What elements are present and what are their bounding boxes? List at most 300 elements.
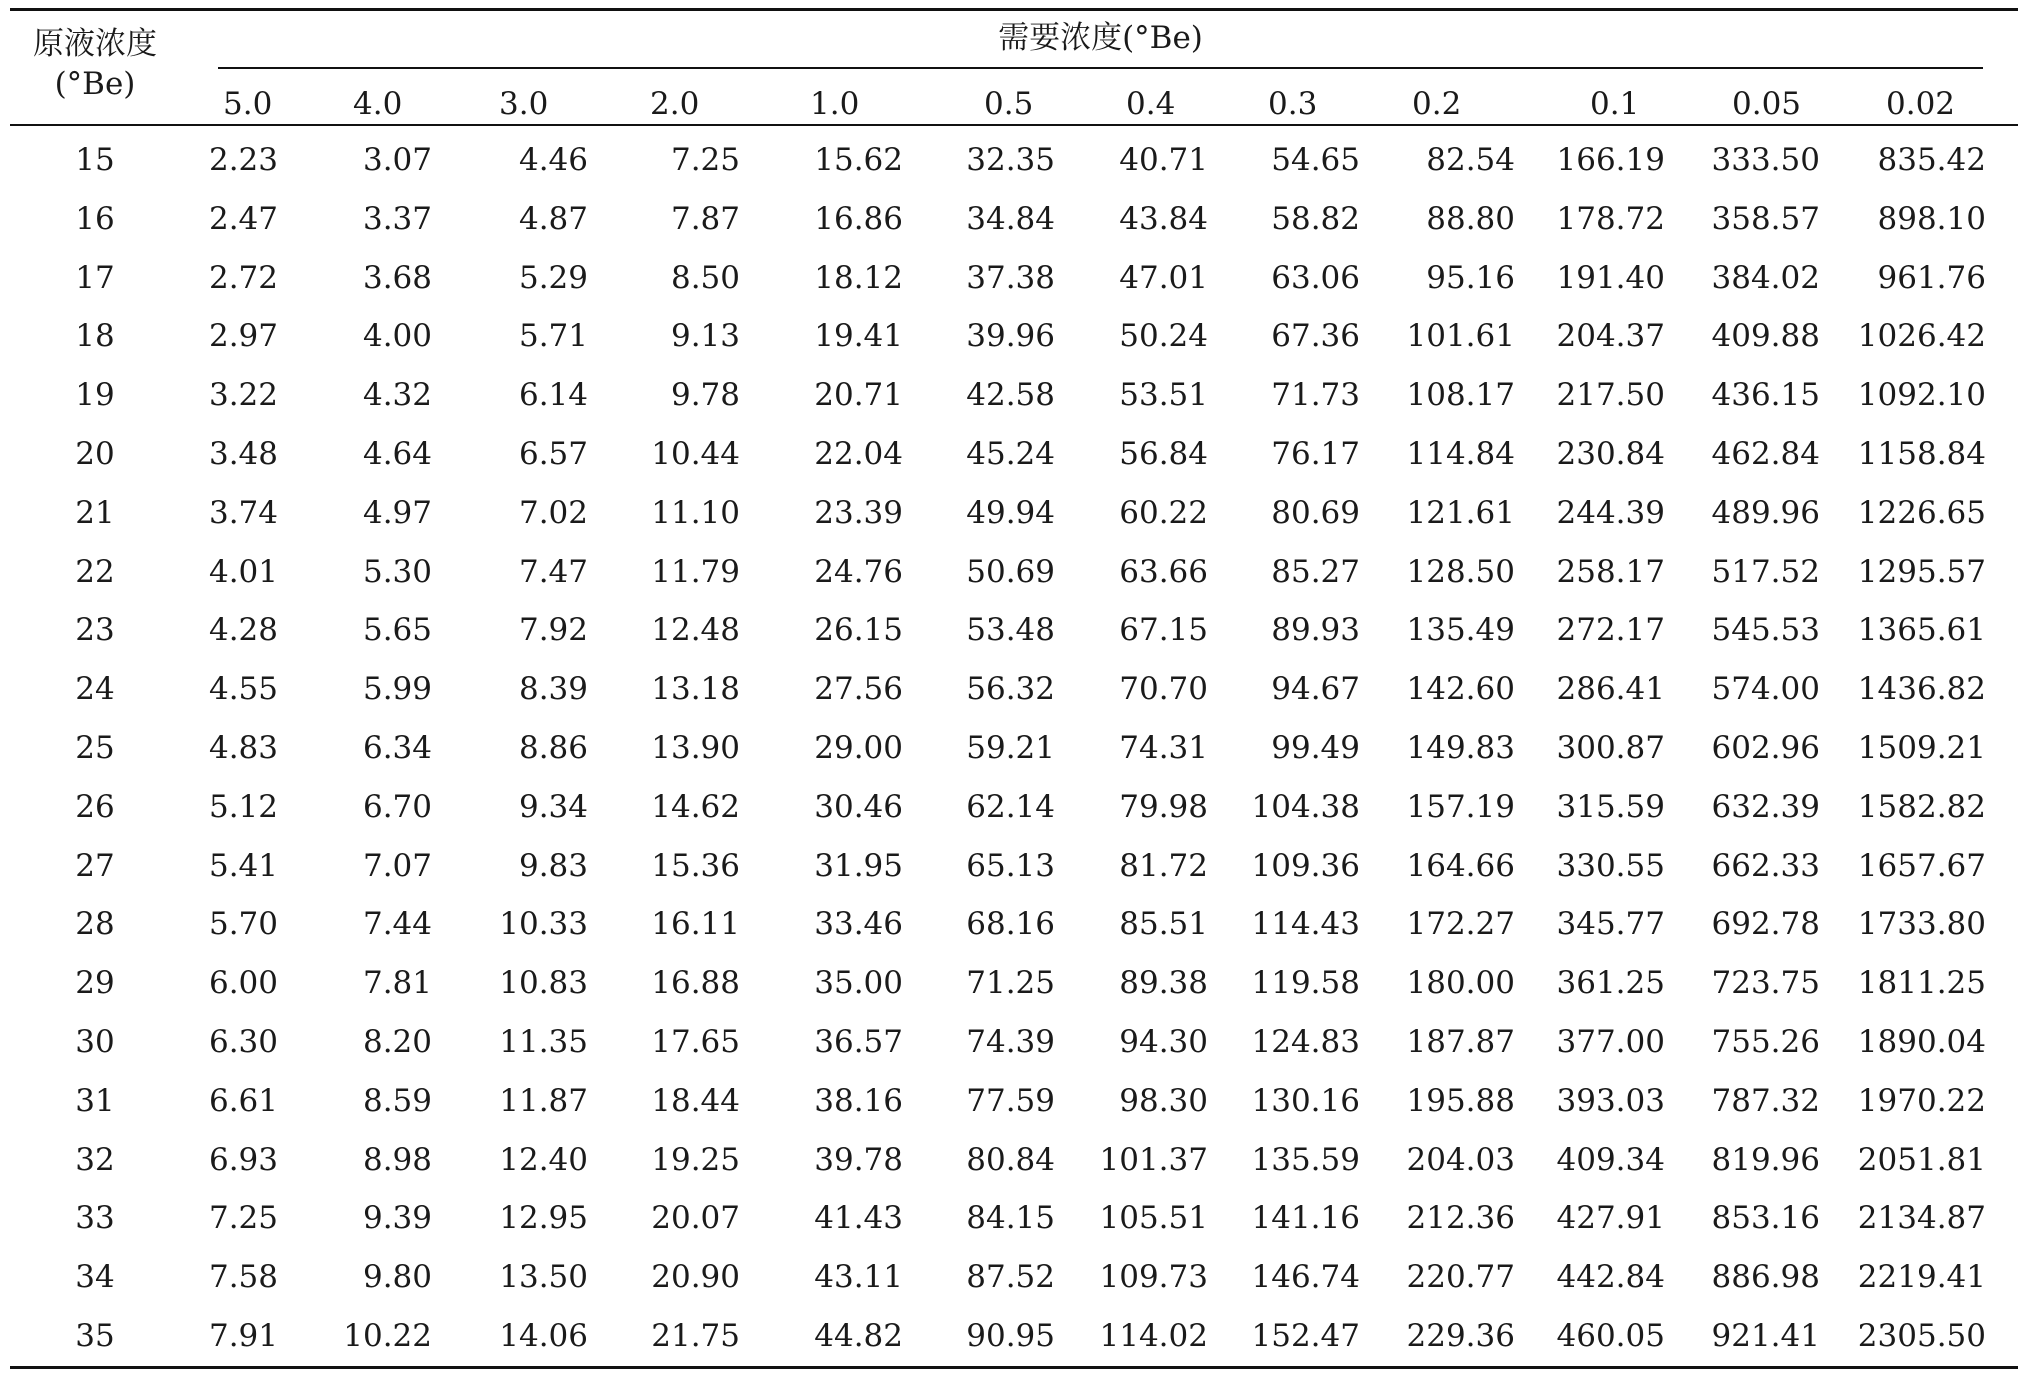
table-cell: 63.06 (1271, 259, 1360, 296)
table-cell: 517.52 (1711, 553, 1820, 590)
table-cell: 3.37 (362, 200, 432, 237)
table-cell: 114.02 (1099, 1318, 1208, 1354)
table-cell: 114.43 (1251, 906, 1360, 943)
table-cell: 3.74 (208, 494, 278, 531)
table-cell: 178.72 (1556, 200, 1665, 237)
table-cell: 10.33 (499, 906, 588, 943)
table-cell: 45.24 (966, 436, 1055, 472)
table-cell: 7.81 (362, 965, 432, 1002)
table-cell: 67.15 (1119, 612, 1208, 649)
column-header: 5.0 (223, 86, 273, 122)
table-cell: 2.47 (208, 200, 278, 237)
table-cell: 105.51 (1099, 1200, 1208, 1237)
table-cell: 76.17 (1271, 436, 1360, 472)
table-cell: 180.00 (1406, 965, 1515, 1002)
table-cell: 2305.50 (1857, 1318, 1986, 1354)
table-cell: 135.49 (1406, 612, 1515, 649)
table-cell: 108.17 (1406, 377, 1515, 414)
table-cell: 15.36 (651, 847, 740, 884)
table-cell: 4.32 (362, 377, 432, 414)
table-cell: 1890.04 (1857, 1024, 1986, 1060)
table-cell: 819.96 (1711, 1141, 1820, 1178)
table-cell: 1295.57 (1857, 553, 1986, 590)
column-header: 3.0 (499, 86, 549, 122)
table-cell: 436.15 (1711, 377, 1820, 414)
row-header-cell: 20 (75, 436, 115, 472)
table-cell: 29.00 (814, 730, 903, 766)
group-header-rule (218, 67, 1983, 69)
table-cell: 119.58 (1251, 965, 1360, 1002)
table-cell: 54.65 (1271, 142, 1360, 178)
table-cell: 36.57 (814, 1024, 903, 1060)
table-cell: 19.41 (814, 318, 903, 355)
table-cell: 20.90 (651, 1259, 740, 1296)
table-cell: 4.97 (362, 494, 432, 531)
table-cell: 2.97 (208, 318, 278, 355)
table-top-rule (10, 8, 2018, 11)
table-row (10, 1140, 2018, 1180)
table-cell: 1436.82 (1857, 671, 1986, 708)
table-cell: 212.36 (1406, 1200, 1515, 1237)
row-header-cell: 15 (75, 142, 115, 178)
table-cell: 2.23 (208, 142, 278, 178)
table-cell: 4.01 (208, 553, 278, 590)
table-cell: 333.50 (1711, 142, 1820, 178)
table-cell: 141.16 (1251, 1200, 1360, 1237)
table-cell: 12.48 (651, 612, 740, 649)
table-cell: 43.84 (1119, 200, 1208, 237)
row-header-cell: 34 (75, 1259, 115, 1296)
table-cell: 692.78 (1711, 906, 1820, 943)
table-cell: 39.78 (814, 1141, 903, 1178)
table-cell: 921.41 (1711, 1318, 1820, 1354)
table-cell: 361.25 (1556, 965, 1665, 1002)
table-cell: 89.93 (1271, 612, 1360, 649)
table-cell: 217.50 (1556, 377, 1665, 414)
table-cell: 204.37 (1556, 318, 1665, 355)
table-cell: 152.47 (1251, 1318, 1360, 1354)
row-header-cell: 24 (75, 671, 115, 708)
table-cell: 409.34 (1556, 1141, 1665, 1178)
table-cell: 3.22 (208, 377, 278, 414)
table-cell: 1657.67 (1857, 847, 1986, 884)
table-row (10, 140, 2018, 180)
table-cell: 286.41 (1556, 671, 1665, 708)
table-cell: 1811.25 (1857, 965, 1986, 1002)
table-cell: 6.30 (208, 1024, 278, 1060)
table-cell: 35.00 (814, 965, 903, 1002)
table-cell: 4.28 (208, 612, 278, 649)
table-row (10, 375, 2018, 415)
table-cell: 5.29 (518, 259, 588, 296)
table-cell: 109.73 (1099, 1259, 1208, 1296)
table-cell: 99.49 (1271, 730, 1360, 766)
table-cell: 157.19 (1406, 788, 1515, 825)
table-cell: 632.39 (1711, 788, 1820, 825)
table-cell: 14.06 (499, 1318, 588, 1354)
table-cell: 9.13 (670, 318, 740, 355)
table-cell: 71.73 (1271, 377, 1360, 414)
table-cell: 220.77 (1406, 1259, 1515, 1296)
table-cell: 7.91 (208, 1318, 278, 1354)
table-cell: 7.25 (670, 142, 740, 178)
group-header-title: 需要浓度(°Be) (998, 20, 1203, 56)
table-cell: 9.80 (362, 1259, 432, 1296)
table-cell: 1733.80 (1857, 906, 1986, 943)
table-cell: 8.86 (518, 730, 588, 766)
table-cell: 94.30 (1119, 1024, 1208, 1060)
table-cell: 32.35 (966, 142, 1055, 178)
table-cell: 2219.41 (1857, 1259, 1986, 1296)
table-row (10, 199, 2018, 239)
table-cell: 7.07 (362, 847, 432, 884)
row-header-cell: 21 (75, 494, 115, 531)
table-cell: 68.16 (966, 906, 1055, 943)
table-cell: 40.71 (1119, 142, 1208, 178)
table-cell: 22.04 (814, 436, 903, 472)
row-header-cell: 29 (75, 965, 115, 1002)
table-cell: 8.50 (670, 259, 740, 296)
table-cell: 88.80 (1426, 200, 1515, 237)
table-cell: 1582.82 (1857, 788, 1986, 825)
table-cell: 7.44 (362, 906, 432, 943)
table-cell: 258.17 (1556, 553, 1665, 590)
table-cell: 80.69 (1271, 494, 1360, 531)
table-cell: 15.62 (814, 142, 903, 178)
table-cell: 384.02 (1711, 259, 1820, 296)
table-cell: 244.39 (1556, 494, 1665, 531)
table-row (10, 1081, 2018, 1121)
table-cell: 345.77 (1556, 906, 1665, 943)
table-cell: 95.16 (1426, 259, 1515, 296)
table-cell: 130.16 (1251, 1082, 1360, 1119)
table-row (10, 552, 2018, 592)
table-cell: 2051.81 (1857, 1141, 1986, 1178)
row-header-cell: 26 (75, 788, 115, 825)
table-cell: 2134.87 (1857, 1200, 1986, 1237)
table-cell: 460.05 (1556, 1318, 1665, 1354)
table-cell: 14.62 (651, 788, 740, 825)
table-cell: 20.71 (814, 377, 903, 414)
row-header-cell: 22 (75, 553, 115, 590)
table-cell: 853.16 (1711, 1200, 1820, 1237)
row-header-cell: 17 (75, 259, 115, 296)
table-cell: 3.48 (208, 436, 278, 472)
column-header: 0.2 (1412, 86, 1462, 122)
table-cell: 5.71 (518, 318, 588, 355)
table-cell: 98.30 (1119, 1082, 1208, 1119)
table-cell: 8.59 (362, 1082, 432, 1119)
table-cell: 7.02 (518, 494, 588, 531)
table-cell: 23.39 (814, 494, 903, 531)
table-cell: 101.37 (1099, 1141, 1208, 1178)
table-cell: 104.38 (1251, 788, 1360, 825)
table-cell: 13.90 (651, 730, 740, 766)
table-cell: 63.66 (1119, 553, 1208, 590)
table-cell: 85.27 (1271, 553, 1360, 590)
table-cell: 1158.84 (1857, 436, 1986, 472)
table-cell: 11.79 (651, 553, 740, 590)
table-cell: 4.46 (518, 142, 588, 178)
table-cell: 41.43 (814, 1200, 903, 1237)
column-header: 0.05 (1732, 86, 1802, 122)
table-cell: 3.68 (362, 259, 432, 296)
table-cell: 3.07 (362, 142, 432, 178)
row-header-cell: 18 (75, 318, 115, 355)
column-header: 0.3 (1268, 86, 1318, 122)
table-cell: 17.65 (651, 1024, 740, 1060)
table-cell: 489.96 (1711, 494, 1820, 531)
table-cell: 26.15 (814, 612, 903, 649)
header-bottom-rule (10, 124, 2018, 126)
table-cell: 172.27 (1406, 906, 1515, 943)
table-cell: 74.31 (1119, 730, 1208, 766)
table-cell: 38.16 (814, 1082, 903, 1119)
table-cell: 121.61 (1406, 494, 1515, 531)
table-cell: 6.14 (518, 377, 588, 414)
table-row (10, 1022, 2018, 1062)
column-header: 0.1 (1590, 86, 1640, 122)
table-cell: 59.21 (966, 730, 1055, 766)
table-cell: 1226.65 (1857, 494, 1986, 531)
table-cell: 300.87 (1556, 730, 1665, 766)
table-cell: 56.84 (1119, 436, 1208, 472)
table-cell: 6.93 (208, 1141, 278, 1178)
row-header-cell: 19 (75, 377, 115, 414)
table-row (10, 963, 2018, 1003)
table-row (10, 258, 2018, 298)
table-cell: 49.94 (966, 494, 1055, 531)
table-cell: 90.95 (966, 1318, 1055, 1354)
table-cell: 662.33 (1711, 847, 1820, 884)
table-cell: 62.14 (966, 788, 1055, 825)
table-cell: 4.00 (362, 318, 432, 355)
table-cell: 10.44 (651, 436, 740, 472)
table-cell: 79.98 (1119, 788, 1208, 825)
table-cell: 87.52 (966, 1259, 1055, 1296)
table-cell: 723.75 (1711, 965, 1820, 1002)
row-header-cell: 33 (75, 1200, 115, 1237)
table-cell: 574.00 (1711, 671, 1820, 708)
table-cell: 149.83 (1406, 730, 1515, 766)
table-cell: 58.82 (1271, 200, 1360, 237)
table-cell: 80.84 (966, 1141, 1055, 1178)
table-cell: 5.41 (208, 847, 278, 884)
table-cell: 128.50 (1406, 553, 1515, 590)
table-cell: 84.15 (966, 1200, 1055, 1237)
table-cell: 67.36 (1271, 318, 1360, 355)
table-cell: 50.69 (966, 553, 1055, 590)
table-cell: 70.70 (1119, 671, 1208, 708)
table-cell: 10.22 (343, 1318, 432, 1354)
table-cell: 961.76 (1877, 259, 1986, 296)
table-cell: 204.03 (1406, 1141, 1515, 1178)
table-cell: 187.87 (1406, 1024, 1515, 1060)
table-cell: 358.57 (1711, 200, 1820, 237)
table-cell: 85.51 (1119, 906, 1208, 943)
table-cell: 2.72 (208, 259, 278, 296)
table-cell: 9.39 (362, 1200, 432, 1237)
table-cell: 82.54 (1426, 142, 1515, 178)
table-cell: 7.87 (670, 200, 740, 237)
table-cell: 5.12 (208, 788, 278, 825)
table-cell: 34.84 (966, 200, 1055, 237)
table-cell: 10.83 (499, 965, 588, 1002)
table-cell: 1026.42 (1857, 318, 1986, 355)
table-cell: 31.95 (814, 847, 903, 884)
table-cell: 9.78 (670, 377, 740, 414)
table-cell: 11.87 (499, 1082, 588, 1119)
row-header-cell: 27 (75, 847, 115, 884)
table-bottom-rule (10, 1366, 2018, 1369)
table-cell: 191.40 (1556, 259, 1665, 296)
table-cell: 330.55 (1556, 847, 1665, 884)
table-cell: 6.61 (208, 1082, 278, 1119)
table-cell: 462.84 (1711, 436, 1820, 472)
column-header: 0.5 (984, 86, 1034, 122)
table-cell: 7.47 (518, 553, 588, 590)
table-cell: 19.25 (651, 1141, 740, 1178)
table-cell: 16.11 (651, 906, 740, 943)
column-header: 1.0 (810, 86, 860, 122)
table-cell: 602.96 (1711, 730, 1820, 766)
table-cell: 9.83 (518, 847, 588, 884)
table-cell: 11.10 (651, 494, 740, 531)
table-cell: 16.88 (651, 965, 740, 1002)
table-cell: 272.17 (1556, 612, 1665, 649)
table-cell: 47.01 (1119, 259, 1208, 296)
table-cell: 5.30 (362, 553, 432, 590)
table-cell: 16.86 (814, 200, 903, 237)
table-row (10, 316, 2018, 356)
table-cell: 39.96 (966, 318, 1055, 355)
table-cell: 787.32 (1711, 1082, 1820, 1119)
table-cell: 60.22 (1119, 494, 1208, 531)
table-cell: 77.59 (966, 1082, 1055, 1119)
table-cell: 6.57 (518, 436, 588, 472)
table-row (10, 787, 2018, 827)
table-cell: 109.36 (1251, 847, 1360, 884)
table-cell: 114.84 (1406, 436, 1515, 472)
table-row (10, 434, 2018, 474)
table-cell: 8.20 (362, 1024, 432, 1060)
row-header-cell: 23 (75, 612, 115, 649)
row-header-cell: 16 (75, 200, 115, 237)
table-cell: 30.46 (814, 788, 903, 825)
table-cell: 377.00 (1556, 1024, 1665, 1060)
table-cell: 56.32 (966, 671, 1055, 708)
table-cell: 53.51 (1119, 377, 1208, 414)
table-cell: 166.19 (1556, 142, 1665, 178)
column-header: 0.4 (1126, 86, 1176, 122)
table-cell: 146.74 (1251, 1259, 1360, 1296)
table-row (10, 610, 2018, 650)
table-cell: 835.42 (1877, 142, 1986, 178)
table-cell: 124.83 (1251, 1024, 1360, 1060)
table-row (10, 493, 2018, 533)
table-cell: 8.98 (362, 1141, 432, 1178)
table-cell: 195.88 (1406, 1082, 1515, 1119)
corner-header-line2: (°Be) (54, 66, 136, 102)
table-cell: 6.70 (362, 788, 432, 825)
table-cell: 409.88 (1711, 318, 1820, 355)
table-cell: 5.65 (362, 612, 432, 649)
table-cell: 427.91 (1556, 1200, 1665, 1237)
table-cell: 94.67 (1271, 671, 1360, 708)
table-cell: 7.92 (518, 612, 588, 649)
table-cell: 1365.61 (1857, 612, 1986, 649)
table-cell: 65.13 (966, 847, 1055, 884)
table-cell: 4.55 (208, 671, 278, 708)
table-cell: 1970.22 (1857, 1082, 1986, 1119)
table-cell: 545.53 (1711, 612, 1820, 649)
table-cell: 74.39 (966, 1024, 1055, 1060)
table-cell: 18.12 (814, 259, 903, 296)
table-cell: 6.34 (362, 730, 432, 766)
table-cell: 315.59 (1556, 788, 1665, 825)
table-cell: 8.39 (518, 671, 588, 708)
row-header-cell: 35 (75, 1318, 115, 1354)
table-cell: 7.25 (208, 1200, 278, 1237)
row-header-cell: 31 (75, 1082, 115, 1119)
table-cell: 7.58 (208, 1259, 278, 1296)
table-cell: 101.61 (1406, 318, 1515, 355)
table-cell: 142.60 (1406, 671, 1515, 708)
table-cell: 229.36 (1406, 1318, 1515, 1354)
table-cell: 164.66 (1406, 847, 1515, 884)
table-cell: 21.75 (651, 1318, 740, 1354)
table-cell: 1509.21 (1857, 730, 1986, 766)
table-cell: 9.34 (518, 788, 588, 825)
table-row (10, 728, 2018, 768)
table-cell: 27.56 (814, 671, 903, 708)
table-row (10, 1198, 2018, 1238)
table-row (10, 846, 2018, 886)
table-cell: 135.59 (1251, 1141, 1360, 1178)
table-cell: 393.03 (1556, 1082, 1665, 1119)
table-cell: 42.58 (966, 377, 1055, 414)
row-header-cell: 25 (75, 730, 115, 766)
table-cell: 4.83 (208, 730, 278, 766)
table-row (10, 904, 2018, 944)
table-cell: 33.46 (814, 906, 903, 943)
table-row (10, 1316, 2018, 1356)
table-cell: 50.24 (1119, 318, 1208, 355)
table-cell: 89.38 (1119, 965, 1208, 1002)
table-cell: 5.70 (208, 906, 278, 943)
table-cell: 53.48 (966, 612, 1055, 649)
table-cell: 12.95 (499, 1200, 588, 1237)
table-cell: 43.11 (814, 1259, 903, 1296)
row-header-cell: 28 (75, 906, 115, 943)
row-header-cell: 30 (75, 1024, 115, 1060)
table-cell: 24.76 (814, 553, 903, 590)
table-cell: 44.82 (814, 1318, 903, 1354)
table-cell: 886.98 (1711, 1259, 1820, 1296)
table-cell: 18.44 (651, 1082, 740, 1119)
corner-header-line1: 原液浓度 (33, 26, 157, 62)
table-cell: 12.40 (499, 1141, 588, 1178)
table-cell: 37.38 (966, 259, 1055, 296)
column-header: 0.02 (1886, 86, 1956, 122)
table-cell: 898.10 (1877, 200, 1986, 237)
table-cell: 13.50 (499, 1259, 588, 1296)
table-cell: 5.99 (362, 671, 432, 708)
table-cell: 81.72 (1119, 847, 1208, 884)
column-header-row (10, 86, 2018, 122)
column-header: 4.0 (353, 86, 403, 122)
column-header: 2.0 (650, 86, 700, 122)
